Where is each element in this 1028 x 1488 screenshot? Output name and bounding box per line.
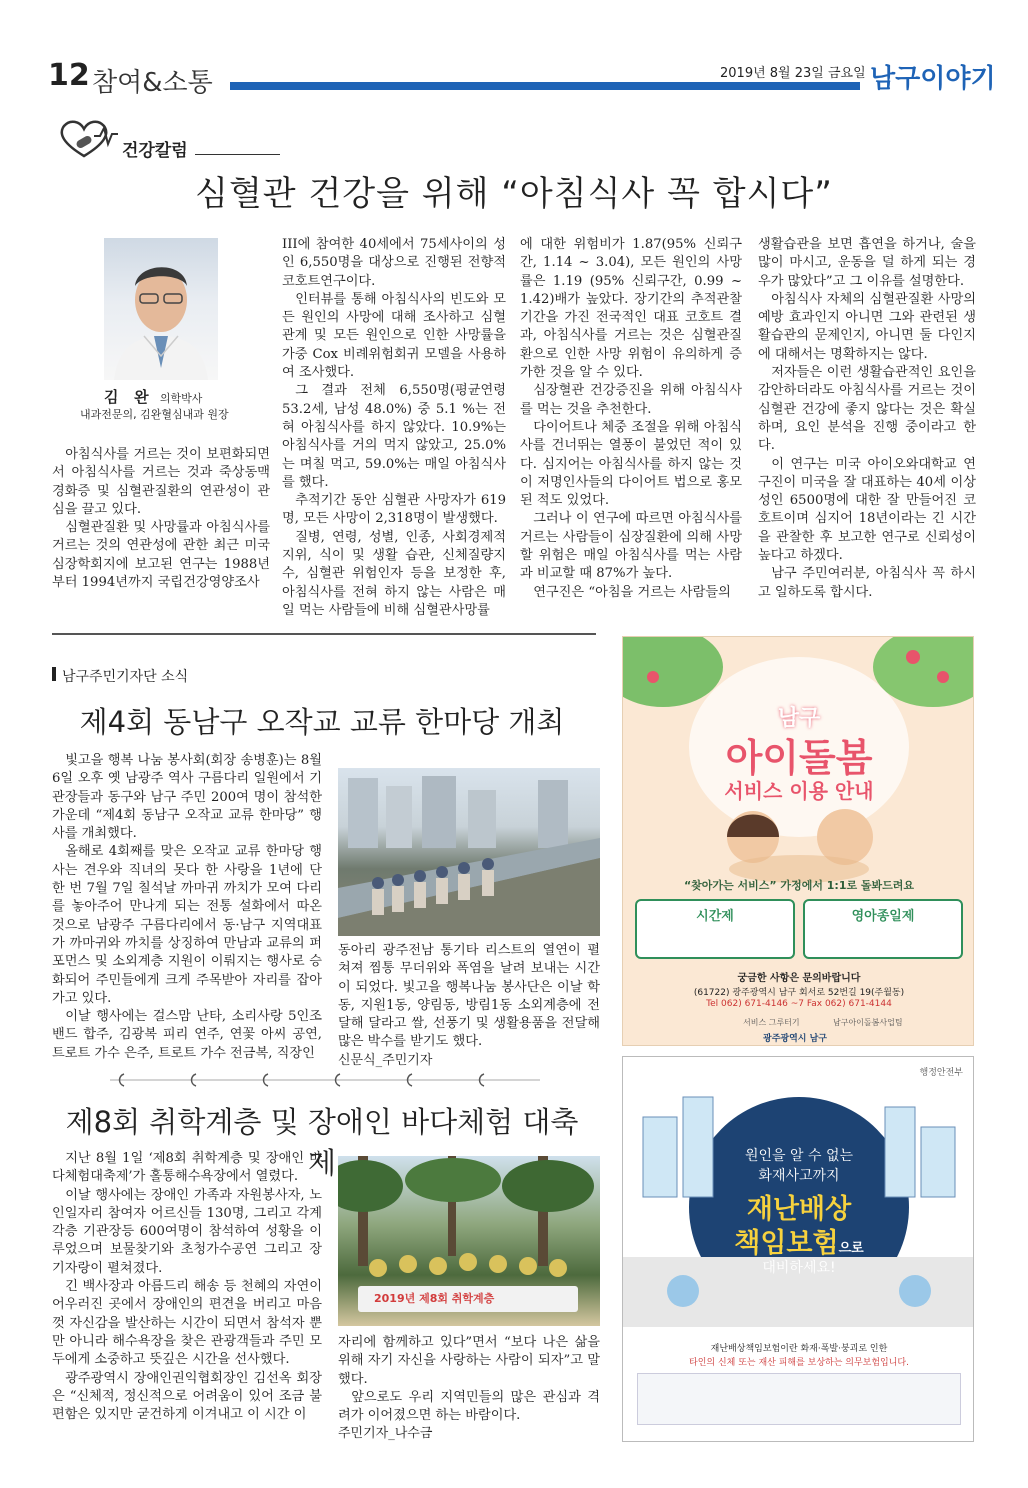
ad1-box-hourly: [635, 899, 795, 959]
paragraph: 광주광역시 장애인권익협회장인 김선옥 회장은 “신체적, 정신적으로 어려움이 있어 조금 불편함은 있지만 굳건하게 이겨내고 이 시간 이: [52, 1370, 322, 1423]
paragraph: 그 결과 전체 6,550명(평균연령 53.2세, 남성 48.0%) 중 5.1 %는 전혀 아침식사를 하지 않았다. 10.9%는 아침식사를 거의 먹지 않았고, 25.0%는 며칠 먹고, 59.0%는 매일 아침식사를 했다.: [282, 383, 506, 490]
paragraph: 생활습관을 보면 흡연을 하거나, 술을 많이 마시고, 운동을 덜 하게 되는 경우가 많았다”고 그 이유를 설명한다.: [758, 237, 976, 289]
paragraph: 심장혈관 건강증진을 위해 아침식사를 먹는 것을 추천한다.: [520, 383, 742, 417]
ad2-bottom1: 재난배상책임보험이란 화재·폭발·붕괴로 인한: [710, 1344, 888, 1354]
section-divider: [52, 633, 596, 635]
paragraph: 그러나 이 연구에 따르면 아침식사를 거르는 사람들이 심장질환에 의해 사망할 위험은 매일 아침식사를 먹는 사람과 비교할 때 87%가 높다.: [520, 511, 742, 582]
paragraph: 지난 8월 1일 ‘제8회 취학계층 및 장애인 바다체험대축제’가 홀통해수욕장에서 열렸다.: [52, 1151, 322, 1185]
article2-headline: 제8회 취학계층 및 장애인 바다체험 대축제: [65, 1105, 579, 1180]
paragraph: 심혈관질환 및 사망률과 아침식사를 거르는 것의 연관성에 관한 최근 미국심장학회지에 보고된 연구는 1988년부터 1994년까지 국립건강영양조사: [52, 520, 270, 591]
issue-date: 2019년 8월 23일 금요일: [720, 66, 866, 81]
ad1-box1-title: 시간제: [696, 909, 734, 924]
ad2-bottom2: 타인의 신체 또는 재산 피해를 보상하는 의무보험입니다.: [689, 1358, 909, 1368]
article1-headline: 제4회 동남구 오작교 교류 한마당 개최: [79, 705, 565, 739]
ad1-tagline: “찾아가는 서비스” 가정에서 1:1로 돌봐드려요: [683, 879, 915, 892]
column-body-col1: [52, 446, 270, 592]
wave-divider: [110, 1070, 540, 1090]
paragraph: 아침식사 자체의 심혈관질환 사망의 예방 효과인지 아니면 그와 관련된 생활습관의 문제인지, 아니면 둘 다인지에 대해서는 명확하지는 않다.: [758, 291, 976, 362]
childcare-ad[interactable]: [622, 636, 974, 1046]
ad1-box-fullday: [803, 899, 963, 959]
masthead-logo: 남구이야기: [870, 64, 996, 94]
paragraph: 아침식사를 거르는 것이 보편화되면서 아침식사를 거르는 것과 죽상동맥경화증 및 심혈관질환의 연관성이 관심을 끌고 있다.: [52, 447, 270, 517]
paragraph: 저자들은 이런 생활습관적인 요인을 감안하더라도 아침식사를 거르는 것이 심혈관 건강에 좋지 않다는 것은 확실하며, 요인 분석을 진행 중이라고 한다.: [758, 365, 976, 454]
section-title: 참여&소통: [92, 68, 213, 98]
article1-body-right: [338, 942, 600, 1070]
paragraph: 이 연구는 미국 아이오와대학교 연구진이 미국을 잘 대표하는 40세 이상 성인 6500명에 대한 잘 만들어진 코호트이며 심지어 18년이라는 긴 시간을 관찰한 후 보고한 연구로 신뢰성이 높다고 하겠다.: [758, 456, 976, 564]
heart-pulse-icon: [54, 114, 120, 162]
paragraph: 남구 주민여러분, 아침식사 꼭 하시고 일하도록 합시다.: [758, 566, 976, 600]
ad1-footer-right: 남구아이돌봄사업팀: [833, 1018, 903, 1027]
paragraph: 추적기간 동안 심혈관 사망자가 619명, 모든 사망이 2,318명이 발생했다.: [282, 493, 506, 527]
paragraph: 빛고을 행복 나눔 봉사회(회장 송병훈)는 8월 6일 오후 옛 남광주 역사 구름다리 일원에서 기관장들과 동구와 남구 주민 200여 명이 참석한 가운데 “제4회 동남구 오작교 교류 한마당” 행사를 개최했다.: [52, 753, 322, 842]
ad2-line2: 화재사고까지: [758, 1168, 840, 1184]
ad2-big1: 재난배상: [746, 1194, 852, 1225]
ad1-contact-heading: 궁금한 사항은 문의바랍니다: [737, 973, 861, 984]
header-rule: [230, 82, 860, 90]
ad2-ministry: 행정안전부: [919, 1068, 963, 1078]
ad2-big2: 책임보험: [734, 1228, 839, 1259]
paragraph: 올해로 4회째를 맞은 오작교 교류 한마당 행사는 견우와 직녀의 못다 한 사랑을 1년에 단 한 번 7월 7일 칠석날 까마귀 까치가 모여 다리를 놓아주어 만나게 되는 전통 설화에서 따온 것으로 남광주 구름다리에서 동·남구 지역대표가 까마귀와 까치를 상징하여 만남과 교류의 퍼포먼스 및 소외계층 지원이 이뤄지는 행사로 승화되어 주민들에게 크게 주목받아 자리를 잡아가고 있다.: [52, 844, 322, 1006]
article1-photo: [338, 768, 600, 936]
author-photo: [104, 238, 218, 380]
paragraph: 자리에 함께하고 있다”면서 “보다 나은 삶을 위해 자기 자신을 사랑하는 사람이 되자”고 말했다.: [338, 1335, 600, 1387]
column-label: 건강칼럼: [122, 141, 188, 161]
article2-body-right: [338, 1334, 600, 1444]
ad2-info-box: [637, 1373, 961, 1425]
article2-credit: 주민기자_나수금: [338, 1426, 433, 1442]
paragraph: 인터뷰를 통해 아침식사의 빈도와 모든 원인의 사망에 대해 조사하고 심혈관계 및 모든 원인으로 인한 사망률을 가중 Cox 비례위험회귀 모델을 사용하여 조사했다.: [282, 291, 506, 381]
ad2-big2-row: [623, 1221, 974, 1260]
paragraph: 앞으로도 우리 지역민들의 많은 관심과 격려가 이어졌으면 하는 바람이다.: [338, 1389, 600, 1424]
column-body-col3: [520, 236, 742, 602]
author-name: 김 완 의학박사: [104, 388, 203, 406]
ad2-suffix: 으로: [838, 1241, 864, 1256]
insurance-ad[interactable]: [622, 1056, 974, 1442]
paragraph: 동아리 광주전남 통기타 리스트의 열연이 펼쳐져 찜통 무더위와 폭염을 날려 보내는 시간이 되었다. 빛고을 행복나눔 봉사단은 이날 학동, 지원1동, 양림동, 방림1동 소외계층에 전달해 달라고 쌀, 선풍기 및 생활용품을 전달해 많은 박수를 받기도 했다.: [338, 943, 600, 1050]
column-body-col4: [758, 236, 976, 602]
author-title: 내과전문의, 김완혈심내과 원장: [80, 408, 229, 421]
section-marker: [52, 667, 56, 681]
paragraph: 긴 백사장과 아름드리 해송 등 천혜의 자연이 어우러진 곳에서 장애인의 편견을 버리고 마음껏 자신감을 발산하는 시간이 되면서 참석자 뿐 만 아니라 해수욕장을 찾은 관광객들과 주민 모두에게 소중하고 뜻깊은 시간을 선사했다.: [52, 1279, 322, 1368]
article1-body-left: [52, 752, 322, 1063]
photo-banner-text: 2019년 제8회 취학계층: [374, 1292, 495, 1305]
page-number: 12: [48, 58, 90, 93]
article1-credit: 신문식_주민기자: [338, 1052, 433, 1068]
ad2-line1: 원인을 알 수 없는: [744, 1148, 854, 1164]
news-section-label: 남구주민기자단 소식: [62, 669, 189, 685]
ad1-tel: Tel 062) 671-4146 ~7 Fax 062) 671-4144: [706, 999, 892, 1009]
column-headline: 심혈관 건강을 위해 “아침식사 꼭 합시다”: [195, 174, 833, 214]
paragraph: III에 참여한 40세에서 75세사이의 성인 6,550명을 대상으로 진행된 전향적 코호트연구이다.: [282, 237, 506, 289]
paragraph: 이날 행사에는 걸스맘 난타, 소리사랑 5인조 밴드 합주, 김광복 피리 연주, 연꽃 아씨 공연, 트로트 가수 은주, 트로트 가수 전금복, 직장인: [52, 1009, 322, 1061]
ad1-address: (61722) 광주광역시 남구 회서로 52번길 19(주월동): [693, 988, 905, 998]
ad1-box2-title: 영아종일제: [851, 909, 915, 924]
article2-photo: [338, 1156, 600, 1326]
column-body-col2: [282, 236, 506, 620]
paragraph: 질병, 연령, 성별, 인종, 사회경제적 지위, 식이 및 생활 습관, 신체질량지수, 심혈관 위험인자 등을 보정한 후, 아침식사를 전혀 하지 않는 사람은 매일 먹는 사람들에 비해 심혈관사망률: [282, 529, 506, 618]
author-degree: 의학박사: [159, 392, 203, 405]
ad1-org: 남구: [777, 706, 821, 731]
paragraph: 에 대한 위험비가 1.87(95% 신뢰구간, 1.14 ~ 3.04), 모든 원인의 사망률은 1.19 (95% 신뢰구간, 0.99 ~ 1.42)배가 높았다. 장기간의 추적관찰기간을 가진 전국적인 대표 코호트 결과, 아침식사를 거르는 것은 심혈관질환으로 인한 사망 위험이 유의하게 증가한 것을 알 수 있다.: [520, 237, 742, 381]
ad1-footer-left: 서비스 그루터기: [743, 1018, 800, 1027]
ad2-line3: 대비하세요!: [762, 1260, 836, 1276]
column-label-rule: [195, 154, 280, 155]
ad1-subtitle: 서비스 이용 안내: [724, 779, 874, 803]
paragraph: 연구진은 “아침을 거르는 사람들의: [533, 584, 731, 600]
ad1-title: 아이돌봄: [725, 736, 873, 780]
paragraph: 이날 행사에는 장애인 가족과 자원봉사자, 노인일자리 참여자 어르신들 130명, 그리고 각계각층 기관장등 600여명이 참석하여 성황을 이루었으며 보물찾기와 초청가수공연 그리고 장기자랑이 펼쳐졌다.: [52, 1187, 322, 1276]
article2-body-left: [52, 1150, 322, 1424]
paragraph: 다이어트나 체중 조절을 위해 아침식사를 건너뛰는 열풍이 불었던 적이 있다. 심지어는 아침식사를 하지 않는 것이 저명인사들의 다이어트 법으로 홍모된 적도 있었다.: [520, 419, 742, 509]
ad1-footer-org: 광주광역시 남구: [763, 1034, 827, 1044]
